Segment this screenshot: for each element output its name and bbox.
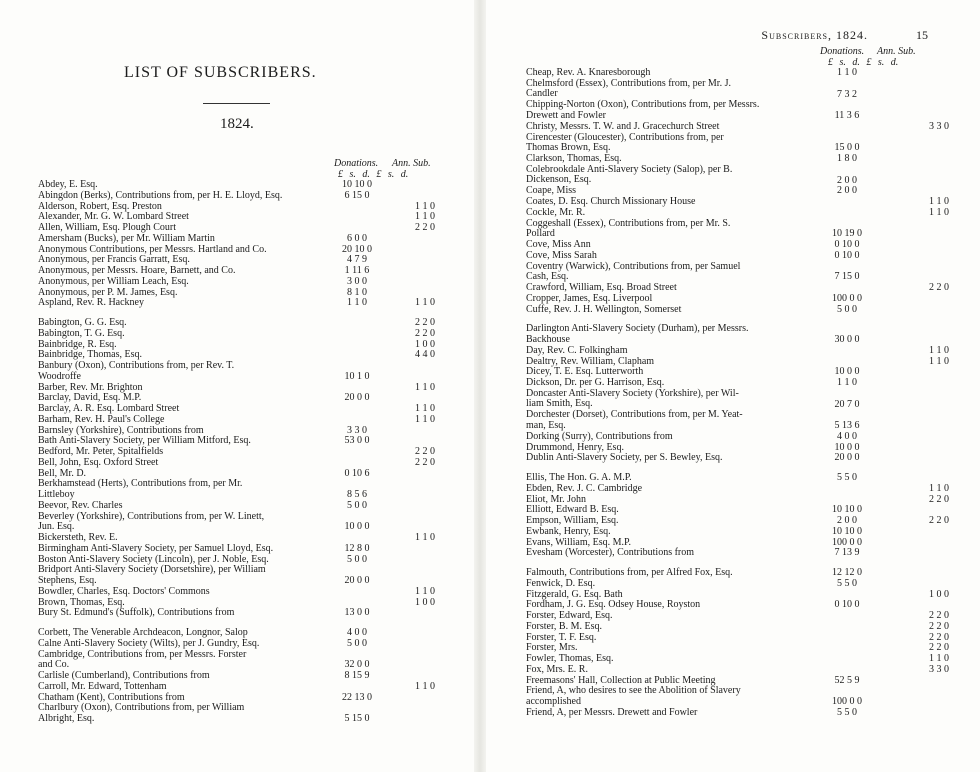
subscriber-name: Chatham (Kent), Contributions from	[38, 691, 185, 703]
title-rule	[203, 103, 270, 104]
annual-subscription-amount: 2 2 0	[415, 446, 435, 457]
subscriber-name: Friend, A, per Messrs. Drewett and Fowler	[526, 706, 698, 718]
donation-amount: 1 11 6	[344, 265, 370, 276]
subscriber-name: Cove, Miss Sarah	[526, 249, 597, 261]
annual-subscription-amount: 1 1 0	[415, 403, 435, 414]
subscriber-name: Cambridge, Contributions from, per Messrs. Forster and Co.	[38, 648, 247, 671]
subscriber-name: Birmingham Anti-Slavery Society, per Samuel Lloyd, Esq.	[38, 542, 274, 554]
currency-units-header: £ s. d. £ s. d.	[338, 169, 409, 180]
donation-amount: 5 0 0	[347, 553, 367, 565]
donation-amount: 20 0 0	[344, 392, 370, 404]
annual-subscription-amount: 1 1 0	[415, 200, 435, 212]
subscriber-name: Coventry (Warwick), Contributions from, per Samuel Cash, Esq.	[526, 260, 741, 283]
left-page	[0, 0, 470, 772]
annual-subscription-amount: 2 2 0	[929, 493, 949, 505]
subscriber-name: Falmouth, Contributions from, per Alfred Fox, Esq.	[526, 567, 733, 578]
subscriber-name: Bowdler, Charles, Esq. Doctors' Commons	[38, 585, 210, 597]
donation-amount: 2 0 0	[837, 174, 857, 186]
list-title: LIST OF SUBSCRIBERS.	[124, 64, 317, 81]
subscriber-name: Bell, Mr. D.	[38, 467, 87, 479]
subscriber-name: Coggeshall (Essex), Contributions from, per Mr. S. Pollard	[526, 217, 731, 240]
page-gutter	[474, 0, 486, 772]
donation-amount: 1 1 0	[347, 297, 367, 309]
annual-subscription-amount: 2 2 0	[929, 642, 949, 654]
subscriber-name: Elliott, Edward B. Esq.	[526, 504, 619, 516]
subscriber-name: Allen, William, Esq. Plough Court	[38, 222, 177, 233]
donation-amount: 1 1 0	[837, 377, 857, 388]
donation-amount: 22 13 0	[342, 691, 372, 703]
donation-amount: 1 8 0	[837, 153, 857, 164]
ann-sub-header: Ann. Sub.	[877, 46, 916, 57]
subscriber-name: Cove, Miss Ann	[526, 239, 591, 250]
subscriber-name: Alderson, Robert, Esq. Preston	[38, 200, 162, 212]
donation-amount: 5 13 6	[834, 420, 860, 431]
subscriber-name: Bell, John, Esq. Oxford Street	[38, 456, 159, 468]
annual-subscription-amount: 1 1 0	[415, 381, 435, 393]
donation-amount: 0 10 6	[344, 467, 370, 479]
annual-subscription-amount: 2 2 0	[415, 317, 435, 328]
subscriber-name: Anonymous, per P. M. James, Esq.	[38, 286, 178, 298]
subscriber-name: Bury St. Edmund's (Suffolk), Contributions from	[38, 607, 235, 619]
subscriber-name: Forster, Mrs.	[526, 642, 578, 654]
donation-amount: 5 0 0	[837, 303, 857, 315]
subscriber-name: Barnsley (Yorkshire), Contributions from	[38, 424, 204, 436]
donation-amount: 4 0 0	[347, 627, 367, 638]
subscriber-name: Beevor, Rev. Charles	[38, 499, 123, 511]
subscriber-name: Coates, D. Esq. Church Missionary House	[526, 196, 696, 207]
subscriber-name: Bath Anti-Slavery Society, per William Mitford, Esq.	[38, 435, 251, 447]
subscriber-name: Aspland, Rev. R. Hackney	[38, 297, 144, 309]
donation-amount: 3 0 0	[347, 275, 367, 287]
donation-amount: 5 0 0	[347, 499, 367, 511]
subscriber-name: Beverley (Yorkshire), Contributions from, per W. Linett, Jun. Esq.	[38, 510, 265, 533]
annual-subscription-amount: 2 2 0	[929, 282, 949, 293]
subscriber-name: Chipping-Norton (Oxon), Contributions from, per Messrs. Drewett and Fowler	[526, 99, 760, 121]
donation-amount: 2 0 0	[837, 185, 857, 197]
subscriber-name: Abingdon (Berks), Contributions from, per H. E. Lloyd, Esq.	[38, 189, 283, 201]
subscriber-name: Cropper, James, Esq. Liverpool	[526, 292, 653, 304]
annual-subscription-amount: 1 1 0	[415, 680, 435, 692]
annual-subscription-amount: 1 1 0	[415, 211, 435, 223]
subscriber-name: Bridport Anti-Slavery Society (Dorsetshire), per William Stephens, Esq.	[38, 564, 266, 586]
subscriber-name: Darlington Anti-Slavery Society (Durham), per Messrs. Backhouse	[526, 323, 749, 345]
subscriber-name: Ebden, Rev. J. C. Cambridge	[526, 482, 643, 494]
subscriber-name: Banbury (Oxon), Contributions from, per Rev. T. Woodroffe	[38, 360, 235, 382]
annual-subscription-amount: 1 0 0	[415, 596, 435, 608]
subscriber-name: Friend, A, who desires to see the Abolition of Slavery accomplished	[526, 685, 741, 707]
donation-amount: 10 10 0	[832, 504, 862, 516]
annual-subscription-amount: 2 2 0	[929, 620, 949, 632]
donation-amount: 10 0 0	[834, 366, 860, 378]
subscriber-name: Dealtry, Rev. William, Clapham	[526, 355, 655, 367]
subscriber-name: Anonymous, per Francis Garratt, Esq.	[38, 254, 190, 266]
subscriber-name: Amersham (Bucks), per Mr. William Martin	[38, 232, 215, 244]
subscriber-name: Crawford, William, Esq. Broad Street	[526, 282, 677, 293]
subscriber-name: Fox, Mrs. E. R.	[526, 663, 588, 675]
donation-amount: 52 5 9	[834, 674, 860, 686]
subscriber-name: Barber, Rev. Mr. Brighton	[38, 381, 143, 393]
donation-amount: 5 5 0	[837, 706, 857, 718]
donation-amount: 5 5 0	[837, 472, 857, 483]
donation-amount: 20 7 0	[834, 398, 860, 410]
donation-amount: 10 1 0	[344, 370, 370, 382]
donation-amount: 0 10 0	[834, 599, 860, 611]
donation-amount: 4 0 0	[837, 430, 857, 442]
running-head: Subscribers, 1824.	[761, 28, 868, 42]
annual-subscription-amount: 1 1 0	[929, 482, 949, 494]
annual-subscription-amount: 1 1 0	[929, 206, 949, 218]
subscriber-name: Carroll, Mr. Edward, Tottenham	[38, 680, 167, 692]
subscriber-name: Forster, T. F. Esq.	[526, 631, 597, 643]
donation-amount: 32 0 0	[344, 659, 370, 671]
donation-amount: 6 15 0	[344, 189, 370, 201]
annual-subscription-amount: 1 1 0	[415, 585, 435, 597]
subscriber-name: Anonymous, per Messrs. Hoare, Barnett, and Co.	[38, 265, 236, 276]
donation-amount: 7 13 9	[834, 547, 860, 559]
annual-subscription-amount: 1 1 0	[929, 196, 949, 207]
subscriber-name: Chelmsford (Essex), Contributions from, per Mr. J. Candler	[526, 77, 731, 100]
donation-amount: 20 0 0	[344, 575, 370, 586]
subscriber-name: Coape, Miss	[526, 185, 576, 197]
subscriber-name: Berkhamstead (Herts), Contributions from, per Mr. Littleboy	[38, 478, 243, 500]
page-number: 15	[916, 28, 928, 42]
right-page	[490, 0, 980, 772]
subscriber-name: Dickson, Dr. per G. Harrison, Esq.	[526, 377, 665, 388]
annual-subscription-amount: 2 2 0	[929, 631, 949, 643]
subscriber-name: Colebrookdale Anti-Slavery Society (Salop), per B. Dickenson, Esq.	[526, 163, 733, 186]
subscriber-name: Cuffe, Rev. J. H. Wellington, Somerset	[526, 303, 682, 315]
donation-amount: 5 5 0	[837, 577, 857, 589]
donation-amount: 7 3 2	[837, 88, 857, 100]
donation-amount: 10 10 0	[342, 179, 372, 190]
donations-header: Donations.	[820, 46, 865, 57]
subscriber-name: Clarkson, Thomas, Esq.	[526, 153, 622, 164]
subscriber-name: Barclay, A. R. Esq. Lombard Street	[38, 403, 180, 414]
donation-amount: 10 10 0	[832, 525, 862, 537]
donation-amount: 5 15 0	[344, 713, 370, 724]
list-year: 1824.	[220, 116, 254, 132]
subscriber-name: Doncaster Anti-Slavery Society (Yorkshire), per Wil- liam Smith, Esq.	[526, 387, 739, 410]
subscriber-name: Evans, William, Esq. M.P.	[526, 536, 631, 548]
subscriber-name: Christy, Messrs. T. W. and J. Gracechurch Street	[526, 120, 720, 132]
subscriber-name: Eliot, Mr. John	[526, 493, 587, 505]
subscriber-name: Dicey, T. E. Esq. Lutterworth	[526, 366, 644, 378]
subscriber-name: Dublin Anti-Slavery Society, per S. Bewley, Esq.	[526, 452, 723, 464]
subscriber-name: Charlbury (Oxon), Contributions from, per William Albright, Esq.	[38, 702, 245, 724]
donation-amount: 8 1 0	[347, 286, 367, 298]
donation-amount: 15 0 0	[834, 142, 860, 154]
donation-amount: 2 0 0	[837, 515, 857, 526]
donation-amount: 13 0 0	[344, 607, 370, 619]
subscriber-name: Anonymous, per William Leach, Esq.	[38, 275, 189, 287]
subscriber-name: Forster, Edward, Esq.	[526, 610, 613, 621]
subscriber-name: Fowler, Thomas, Esq.	[526, 653, 614, 664]
ann-sub-header: Ann. Sub.	[392, 158, 431, 169]
annual-subscription-amount: 4 4 0	[415, 349, 435, 361]
donations-header: Donations.	[334, 158, 379, 169]
donation-amount: 12 8 0	[344, 542, 370, 554]
subscriber-name: Carlisle (Cumberland), Contributions from	[38, 670, 210, 681]
donation-amount: 10 0 0	[344, 521, 370, 533]
subscriber-name: Dorchester (Dorset), Contributions from, per M. Yeat- man, Esq.	[526, 409, 743, 431]
donation-amount: 8 5 6	[347, 489, 367, 500]
subscriber-name: Bedford, Mr. Peter, Spitalfields	[38, 446, 164, 457]
subscriber-name: Cockle, Mr. R.	[526, 206, 586, 218]
donation-amount: 4 7 9	[347, 254, 367, 266]
subscriber-name: Anonymous Contributions, per Messrs. Hartland and Co.	[38, 243, 267, 255]
donation-amount: 11 3 6	[834, 110, 860, 121]
subscriber-name: Empson, William, Esq.	[526, 515, 619, 526]
annual-subscription-amount: 1 1 0	[929, 344, 949, 356]
donation-amount: 7 15 0	[834, 271, 860, 283]
subscriber-name: Fenwick, D. Esq.	[526, 577, 596, 589]
subscriber-name: Bainbridge, R. Esq.	[38, 338, 117, 350]
subscriber-name: Day, Rev. C. Folkingham	[526, 344, 628, 356]
subscriber-name: Alexander, Mr. G. W. Lombard Street	[38, 211, 189, 223]
subscriber-name: Barham, Rev. H. Paul's College	[38, 413, 165, 425]
subscriber-name: Forster, B. M. Esq.	[526, 620, 602, 632]
subscriber-name: Babington, G. G. Esq.	[38, 317, 127, 328]
subscriber-name: Evesham (Worcester), Contributions from	[526, 547, 695, 559]
donation-amount: 53 0 0	[344, 435, 370, 447]
subscriber-name: Calne Anti-Slavery Society (Wilts), per J. Gundry, Esq.	[38, 637, 260, 649]
annual-subscription-amount: 2 2 0	[929, 515, 949, 526]
subscriber-name: Babington, T. G. Esq.	[38, 327, 125, 339]
donation-amount: 8 15 9	[344, 670, 370, 681]
subscriber-name: Brown, Thomas, Esq.	[38, 596, 125, 608]
donation-amount: 100 0 0	[832, 292, 862, 304]
donation-amount: 3 3 0	[347, 424, 367, 436]
subscriber-name: Bickersteth, Rev. E.	[38, 532, 118, 543]
subscriber-name: Dorking (Surry), Contributions from	[526, 430, 673, 442]
annual-subscription-amount: 1 1 0	[415, 532, 435, 543]
donation-amount: 0 10 0	[834, 239, 860, 250]
donation-amount: 12 12 0	[832, 567, 862, 578]
subscriber-name: Corbett, The Venerable Archdeacon, Longnor, Salop	[38, 627, 248, 638]
annual-subscription-amount: 2 2 0	[929, 610, 949, 621]
currency-units-header: £ s. d. £ s. d.	[828, 57, 899, 68]
annual-subscription-amount: 1 1 0	[415, 413, 435, 425]
donation-amount: 6 0 0	[347, 232, 367, 244]
annual-subscription-amount: 1 0 0	[415, 338, 435, 350]
donation-amount: 10 0 0	[834, 441, 860, 453]
annual-subscription-amount: 1 1 0	[929, 355, 949, 367]
subscriber-name: Ellis, The Hon. G. A. M.P.	[526, 472, 632, 483]
subscriber-name: Bainbridge, Thomas, Esq.	[38, 349, 142, 361]
subscriber-name: Cheap, Rev. A. Knaresborough	[526, 67, 651, 78]
subscriber-name: Fordham, J. G. Esq. Odsey House, Royston	[526, 599, 701, 611]
donation-amount: 100 0 0	[832, 696, 862, 707]
subscriber-name: Abdey, E. Esq.	[38, 179, 98, 190]
annual-subscription-amount: 2 2 0	[415, 456, 435, 468]
donation-amount: 30 0 0	[834, 334, 860, 345]
donation-amount: 20 10 0	[342, 243, 372, 255]
donation-amount: 10 19 0	[832, 228, 862, 240]
annual-subscription-amount: 3 3 0	[929, 120, 949, 132]
donation-amount: 100 0 0	[832, 536, 862, 548]
subscriber-name: Drummond, Henry, Esq.	[526, 441, 624, 453]
annual-subscription-amount: 3 3 0	[929, 663, 949, 675]
donation-amount: 1 1 0	[837, 67, 857, 78]
subscriber-name: Cirencester (Gloucester), Contributions from, per Thomas Brown, Esq.	[526, 131, 724, 154]
annual-subscription-amount: 1 0 0	[929, 588, 949, 600]
annual-subscription-amount: 1 1 0	[929, 653, 949, 664]
subscriber-name: Ewbank, Henry, Esq.	[526, 525, 611, 537]
annual-subscription-amount: 1 1 0	[415, 297, 435, 309]
annual-subscription-amount: 2 2 0	[415, 222, 435, 233]
subscriber-name: Fitzgerald, G. Esq. Bath	[526, 588, 623, 600]
subscriber-name: Freemasons' Hall, Collection at Public Meeting	[526, 674, 716, 686]
annual-subscription-amount: 2 2 0	[415, 327, 435, 339]
donation-amount: 0 10 0	[834, 249, 860, 261]
subscriber-name: Boston Anti-Slavery Society (Lincoln), per J. Noble, Esq.	[38, 553, 269, 565]
donation-amount: 5 0 0	[347, 637, 367, 649]
donation-amount: 20 0 0	[834, 452, 860, 464]
subscriber-name: Barclay, David, Esq. M.P.	[38, 392, 142, 404]
